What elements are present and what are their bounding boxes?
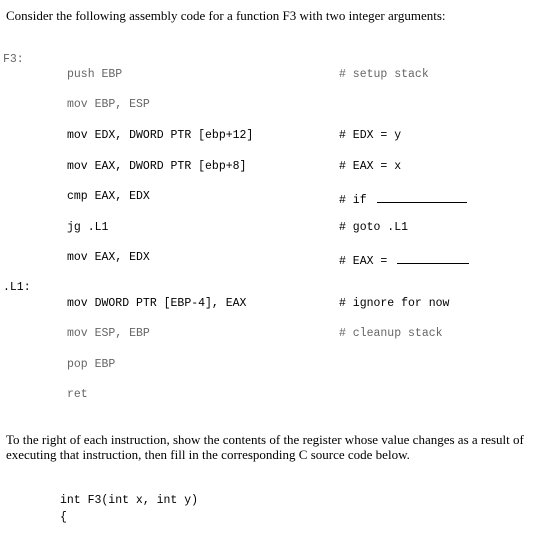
intro-text: Consider the following assembly code for a function F3 with two integer arguments: [6,8,446,23]
instr-mov-esp-ebp: mov ESP, EBP [67,327,150,340]
c-signature: int F3(int x, int y) [60,494,199,507]
instructions-paragraph: To the right of each instruction, show the contents of the register whose value changes as a result of executing that instruction, then fill in the corresponding C source code below. [6,432,524,462]
instr-mov-dword: mov DWORD PTR [EBP-4], EAX [67,297,247,310]
comment-eax-group [339,251,469,269]
instr-mov-eax: mov EAX, DWORD PTR [ebp+8] [67,160,247,173]
comment-eax-x: # EAX = x [339,160,402,173]
instr-mov-eax-edx: mov EAX, EDX [67,251,150,264]
comment-edx-y: # EDX = y [339,129,402,142]
comment-eax: # EAX = [339,255,388,268]
comment-if-group [339,190,467,208]
answer-blank-eax[interactable] [397,253,469,264]
instr-jg: jg .L1 [67,221,109,234]
comment-goto-l1: # goto .L1 [339,221,409,234]
instr-pop-ebp: pop EBP [67,358,116,371]
instr-mov-edx: mov EDX, DWORD PTR [ebp+12] [67,129,254,142]
comment-cleanup-stack: # cleanup stack [339,327,443,340]
c-open-brace: { [60,511,67,524]
instr-push-ebp: push EBP [67,68,123,81]
label-l1: .L1: [3,281,31,294]
answer-blank-if[interactable] [377,192,467,203]
instr-ret: ret [67,388,88,401]
comment-setup-stack: # setup stack [339,68,429,81]
instr-cmp: cmp EAX, EDX [67,190,150,203]
instr-mov-ebp-esp: mov EBP, ESP [67,98,150,111]
comment-if: # if [339,194,367,207]
comment-ignore: # ignore for now [339,297,450,310]
label-f3: F3: [3,53,24,66]
